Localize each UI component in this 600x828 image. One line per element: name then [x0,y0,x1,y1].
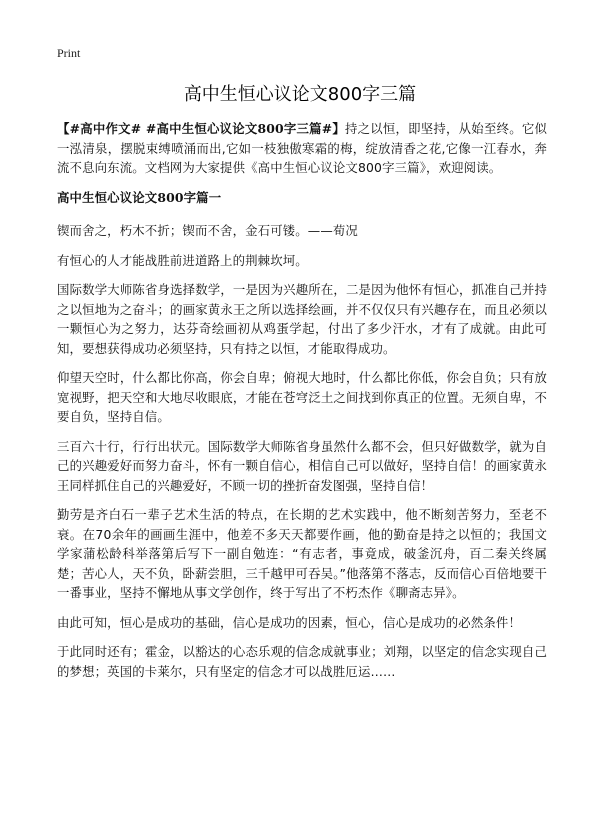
page-title: 高中生恒心议论文800字三篇 [183,84,417,105]
intro-tag: 【#高中作文# #高中生恒心议论文800字三篇#】 [57,121,346,136]
section-heading: 高中生恒心议论文800字篇一 [57,189,222,205]
paragraph: 仰望天空时，什么都比你高，你会自卑；俯视大地时，什么都比你低，你会自负；只有放宽视野，把天空和大地尽收眼底，才能在苍穹泛土之间找到你真正的位置。无须自卑，不要自负，坚持自信。 [57,370,547,424]
article-body [57,119,547,691]
paragraph: 国际数学大师陈省身选择数学，一是因为兴趣所在，二是因为他怀有恒心，抓准自己并持之以恒地为之奋斗；的画家黄永王之所以选择绘画，并不仅仅只有兴趣存在，而且必须以一颗恒心为之努力，达芬奇绘画初从鸡蛋学起，付出了多少汗水，才有了成就。由此可知，要想获得成功必须坚持，只有持之以恒，才能取得成功。 [57,282,547,356]
paragraph: 由此可知，恒心是成功的基础，信心是成功的因素，恒心，信心是成功的必然条件！ [57,614,522,630]
paragraph: 于此同时还有；霍金，以豁达的心态乐观的信念成就事业；刘翔，以坚定的信念实现自己的梦想；英国的卡莱尔，只有坚定的信念才可以战胜厄运…… [57,644,547,679]
paragraph-quote: 锲而舍之，朽木不折；锲而不舍，金石可镂。——荀况 [57,223,358,238]
paragraph: 勤劳是齐白石一辈子艺术生活的特点，在长期的艺术实践中，他不断刻苦努力，至老不衰。在70余年的画画生涯中，他差不多天天都要作画，他的勤奋是持之以恒的；我国文学家蒲松龄科举落第后写下一副自勉连：“有志者，事竟成，破釜沉舟，百二秦关终属楚；苦心人，天不负，卧薪尝胆，三千越甲可吞吴。”他落第不落志，反而信心百倍地要干一番事业，坚持不懈地从事文学创作，终于写出了不朽杰作《聊斋志异》。 [57,507,547,600]
intro-paragraph [57,119,547,178]
paragraph: 三百六十行，行行出状元。国际数学大师陈省身虽然什么都不会，但只好做数学，就为自己的兴趣爱好而努力奋斗，怀有一颗自信心，相信自己可以做好，坚持自信！的画家黄永王同样抓住自己的兴趣爱好，不顾一切的挫折奋发图强，坚持自信！ [57,438,547,493]
paragraph: 有恒心的人才能战胜前进道路上的荆棘坎坷。 [57,252,308,268]
print-link[interactable]: Print [57,46,81,60]
intro-text: 持之以恒，即坚持，从始至终。它似一泓清泉，摆脱束缚喷涌而出,它如一枝独傲寒霜的梅，绽放清香之花,它像一江春水，奔流不息向东流。文档网为大家提供《高中生恒心议论文800字三篇》，欢迎阅读。 [57,121,547,175]
